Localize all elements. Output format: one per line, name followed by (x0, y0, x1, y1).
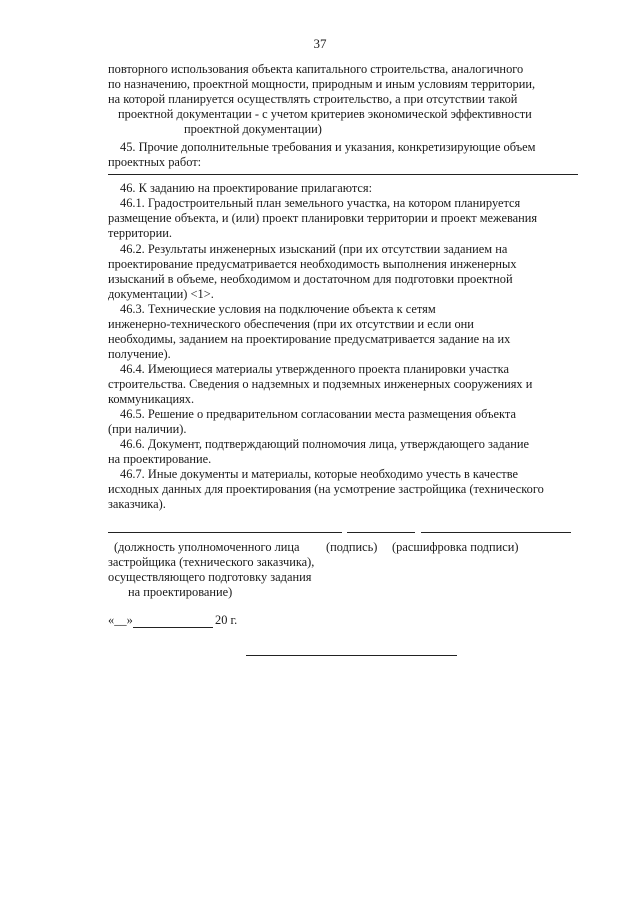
item-46-line: коммуникациях. (108, 392, 195, 406)
intro-line: проектной документации - с учетом критериев экономической эффективности (118, 107, 532, 121)
item-46-line: проектирование предусматривается необходимость выполнения инженерных (108, 257, 517, 271)
item-46-line: 46.7. Иные документы и материалы, которые необходимо учесть в качестве (120, 467, 518, 481)
item-46-line: исходных данных для проектирования (на усмотрение застройщика (технического (108, 482, 544, 496)
date-month-underline (133, 627, 213, 628)
intro-line: повторного использования объекта капитального строительства, аналогичного (108, 62, 524, 76)
item-46-line: заказчика). (108, 497, 166, 511)
decoding-underline (421, 532, 571, 533)
blank-line-45 (108, 174, 578, 175)
intro-line: на которой планируется осуществлять строительство, а при отсутствии такой (108, 92, 518, 106)
item-46-line: строительства. Сведения о надземных и подземных инженерных сооружениях и (108, 377, 533, 391)
item-46-line: на проектирование. (108, 452, 212, 466)
item-46-line: 46.5. Решение о предварительном согласовании места размещения объекта (120, 407, 516, 421)
item-46-line: территории. (108, 226, 172, 240)
item-46-line: 46.3. Технические условия на подключение объекта к сетям (120, 302, 436, 316)
item-46-heading: 46. К заданию на проектирование прилагаются: (120, 181, 373, 195)
item-46-line: (при наличии). (108, 422, 187, 436)
position-caption: осуществляющего подготовку задания (108, 570, 312, 584)
signature-caption: (подпись) (326, 540, 378, 554)
position-underline (108, 532, 342, 533)
date-year: 20 г. (215, 613, 238, 627)
item-46-line: размещение объекта, и (или) проект планировки территории и проект межевания (108, 211, 538, 225)
position-caption: на проектирование) (128, 585, 233, 599)
date-day: «__» (108, 613, 133, 627)
item-46-line: изысканий в объеме, необходимом и достаточном для подготовки проектной (108, 272, 513, 286)
item-46-line: 46.1. Градостроительный план земельного участка, на котором планируется (120, 196, 521, 210)
item-46-line: 46.4. Имеющиеся материалы утвержденного проекта планировки участка (120, 362, 509, 376)
page-number: 37 (313, 36, 327, 51)
item-46-line: необходимы, заданием на проектирование предусматривается задание на их (108, 332, 511, 346)
position-caption: (должность уполномоченного лица (114, 540, 300, 554)
item-46-line: документации) <1>. (108, 287, 214, 301)
item-46-line: инженерно-технического обеспечения (при их отсутствии и если они (108, 317, 474, 331)
item-46-line: получение). (108, 347, 171, 361)
item-45-line: проектных работ: (108, 155, 202, 169)
signature-underline (347, 532, 415, 533)
item-45-line: 45. Прочие дополнительные требования и указания, конкретизирующие объем (120, 140, 536, 154)
intro-line: проектной документации) (184, 122, 322, 136)
intro-line: по назначению, проектной мощности, природным и иным условиям территории, (108, 77, 536, 91)
item-46-line: 46.2. Результаты инженерных изысканий (при их отсутствии заданием на (120, 242, 508, 256)
item-46-line: 46.6. Документ, подтверждающий полномочия лица, утверждающего задание (120, 437, 529, 451)
footnote-separator (246, 655, 457, 656)
position-caption: застройщика (технического заказчика), (108, 555, 315, 569)
decoding-caption: (расшифровка подписи) (392, 540, 519, 554)
